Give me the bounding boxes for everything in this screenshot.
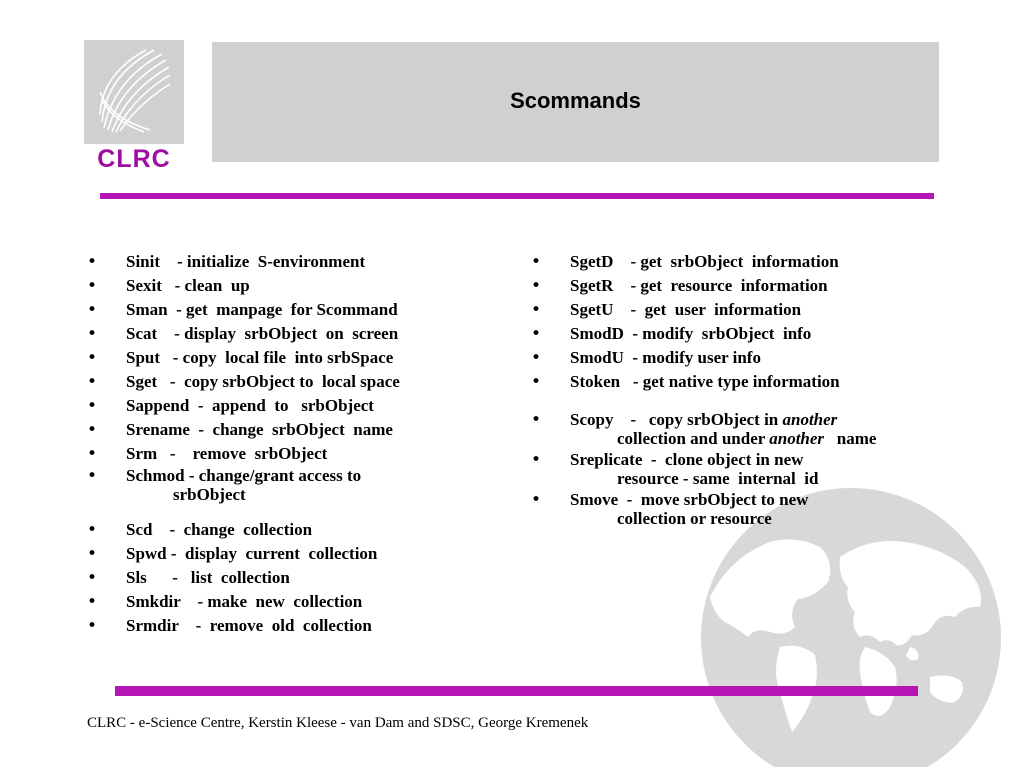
bullet-icon: • [530,348,542,368]
logo-text: CLRC [97,145,171,173]
list-item: • Scat - display srbObject on screen [86,324,399,344]
bullet-icon: • [530,450,542,470]
footer-credit: CLRC - e-Science Centre, Kerstin Kleese - van Dam and SDSC, George Kremenek [87,715,589,731]
bullet-icon: • [86,252,98,272]
title-band [212,42,939,162]
bullet-icon: • [86,592,98,612]
bullet-icon: • [530,276,542,296]
bullet-icon: • [530,252,542,272]
clrc-logo [84,40,184,173]
list-item: • Smkdir - make new collection [86,592,363,612]
list-item: • Spwd - display current collection [86,544,378,564]
list-item: • Sreplicate - clone object in new resource - same internal id [530,450,819,488]
left-command-list [86,250,506,638]
bullet-icon: • [86,396,98,416]
bullet-icon: • [86,616,98,636]
list-item: • SgetR - get resource information [530,276,828,296]
clrc-swirl-icon [84,40,184,144]
bullet-icon: • [86,276,98,296]
list-item: • SgetD - get srbObject information [530,252,839,272]
bullet-icon: • [86,444,98,464]
list-item: • Srename - change srbObject name [86,420,393,440]
page-title: Scommands [510,88,641,113]
bullet-icon: • [86,324,98,344]
bullet-icon: • [530,410,542,430]
top-divider [100,193,934,199]
bullet-icon: • [86,466,98,486]
bullet-icon: • [86,300,98,320]
bottom-divider [115,686,918,696]
bullet-icon: • [86,420,98,440]
right-command-list [530,250,970,528]
list-item: • Srm - remove srbObject [86,444,328,464]
list-item: • Schmod - change/grant access to srbObject [86,466,362,504]
list-item: • Sappend - append to srbObject [86,396,374,416]
list-item: • Sinit - initialize S-environment [86,252,366,272]
list-item: • Stoken - get native type information [530,372,840,392]
bullet-icon: • [86,568,98,588]
list-item: • SgetU - get user information [530,300,802,320]
list-item: • Sls - list collection [86,568,290,588]
list-item: • Scd - change collection [86,520,313,540]
bullet-icon: • [86,372,98,392]
list-item: • Scopy - copy srbObject in another collection and under another name [530,410,877,448]
bullet-icon: • [530,324,542,344]
list-item: • Srmdir - remove old collection [86,616,372,636]
list-item: • Sman - get manpage for Scommand [86,300,398,320]
bullet-icon: • [86,348,98,368]
list-item: • Sput - copy local file into srbSpace [86,348,394,368]
globe-watermark-icon [700,487,1002,767]
bullet-icon: • [86,544,98,564]
bullet-icon: • [530,490,542,510]
list-item: • Smove - move srbObject to new collection or resource [530,490,809,528]
list-item: • SmodU - modify user info [530,348,761,368]
list-item: • Sget - copy srbObject to local space [86,372,400,392]
list-item: • SmodD - modify srbObject info [530,324,812,344]
bullet-icon: • [530,372,542,392]
list-item: • Sexit - clean up [86,276,250,296]
bullet-icon: • [530,300,542,320]
bullet-icon: • [86,520,98,540]
